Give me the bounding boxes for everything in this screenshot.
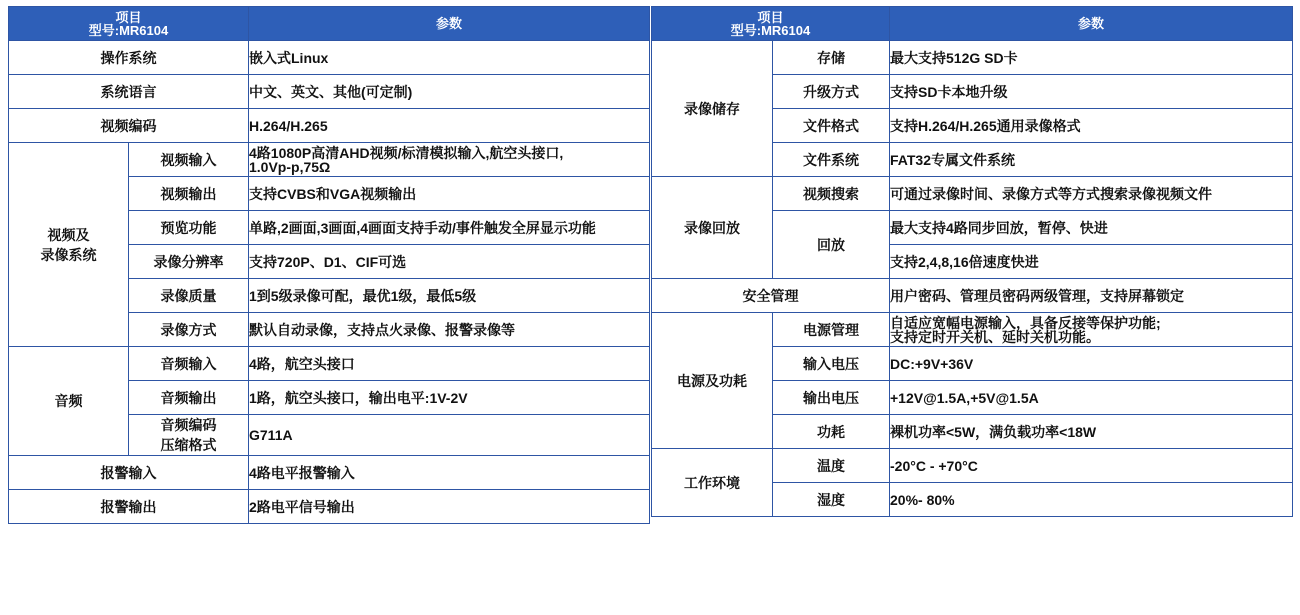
row-value: 嵌入式Linux <box>249 41 650 75</box>
row-value: 默认自动录像，支持点火录像、报警录像等 <box>249 313 650 347</box>
row-label: 系统语言 <box>9 75 249 109</box>
row-label: 安全管理 <box>652 279 890 313</box>
sub-label: 升级方式 <box>773 75 890 109</box>
table-header <box>9 7 650 41</box>
sub-label: 文件格式 <box>773 109 890 143</box>
table-row <box>9 347 650 381</box>
sub-label: 视频输入 <box>129 143 249 177</box>
row-value: 2路电平信号输出 <box>249 490 650 524</box>
row-value: 单路,2画面,3画面,4画面支持手动/事件触发全屏显示功能 <box>249 211 650 245</box>
value-line: 自适应宽幅电源输入，具备反接等保护功能; <box>890 314 1161 331</box>
row-label: 操作系统 <box>9 41 249 75</box>
row-value: G711A <box>249 415 650 456</box>
sub-label: 录像方式 <box>129 313 249 347</box>
header-param-label: 参数 <box>890 7 1293 41</box>
sub-label: 视频输出 <box>129 177 249 211</box>
row-label: 报警输入 <box>9 456 249 490</box>
group-label-storage: 录像储存 <box>652 41 773 177</box>
sub-label-line: 压缩格式 <box>160 437 217 453</box>
row-value: +12V@1.5A,+5V@1.5A <box>890 381 1293 415</box>
table-row <box>9 143 650 177</box>
row-label: 报警输出 <box>9 490 249 524</box>
row-label: 视频编码 <box>9 109 249 143</box>
row-value: 20%- 80% <box>890 483 1293 517</box>
group-label-environment: 工作环境 <box>652 449 773 517</box>
header-param-label: 参数 <box>249 7 650 41</box>
row-value <box>249 143 650 177</box>
row-value: 用户密码、管理员密码两级管理，支持屏幕锁定 <box>890 279 1293 313</box>
sub-label-line: 音频编码 <box>160 417 217 433</box>
row-value: -20°C - +70°C <box>890 449 1293 483</box>
sub-label: 输入电压 <box>773 347 890 381</box>
row-value: 支持2,4,8,16倍速度快进 <box>890 245 1293 279</box>
group-label-line: 录像系统 <box>40 246 97 263</box>
row-value: 最大支持512G SD卡 <box>890 41 1293 75</box>
sub-label: 录像分辨率 <box>129 245 249 279</box>
header-model-label: 型号:MR6104 <box>88 22 169 38</box>
sub-label: 湿度 <box>773 483 890 517</box>
right-spec-table <box>651 6 1293 517</box>
sub-label: 回放 <box>773 211 890 279</box>
table-row <box>9 109 650 143</box>
sub-label: 功耗 <box>773 415 890 449</box>
table-row <box>652 313 1293 347</box>
sub-label: 温度 <box>773 449 890 483</box>
sub-label: 录像质量 <box>129 279 249 313</box>
sub-label: 预览功能 <box>129 211 249 245</box>
row-value: 可通过录像时间、录像方式等方式搜索录像视频文件 <box>890 177 1293 211</box>
header-model-label: 型号:MR6104 <box>730 22 811 38</box>
value-line: 4路1080P高清AHD视频/标清模拟输入,航空头接口, <box>249 144 564 161</box>
table-row <box>9 490 650 524</box>
group-label-audio: 音频 <box>9 347 129 456</box>
value-line: 1.0Vp-p,75Ω <box>249 158 331 175</box>
sub-label: 电源管理 <box>773 313 890 347</box>
row-value: 最大支持4路同步回放，暂停、快进 <box>890 211 1293 245</box>
row-value: 支持H.264/H.265通用录像格式 <box>890 109 1293 143</box>
table-row <box>652 177 1293 211</box>
row-value: 支持SD卡本地升级 <box>890 75 1293 109</box>
table-row <box>652 449 1293 483</box>
header-item-cell <box>9 7 249 41</box>
row-value: 1路，航空头接口，输出电平:1V-2V <box>249 381 650 415</box>
row-value: 4路，航空头接口 <box>249 347 650 381</box>
sub-label <box>129 415 249 456</box>
left-spec-table <box>8 6 650 524</box>
table-row <box>9 41 650 75</box>
value-line: 支持定时开关机、延时关机功能。 <box>890 328 1100 345</box>
table-row <box>9 75 650 109</box>
row-value: 4路电平报警输入 <box>249 456 650 490</box>
row-value: 裸机功率<5W，满负载功率<18W <box>890 415 1293 449</box>
row-value: H.264/H.265 <box>249 109 650 143</box>
table-row <box>652 41 1293 75</box>
row-value: 1到5级录像可配，最优1级，最低5级 <box>249 279 650 313</box>
group-label-line: 视频及 <box>47 226 90 243</box>
group-label-playback: 录像回放 <box>652 177 773 279</box>
table-header <box>652 7 1293 41</box>
sub-label: 存储 <box>773 41 890 75</box>
sub-label: 音频输出 <box>129 381 249 415</box>
group-label-video <box>9 143 129 347</box>
sub-label: 输出电压 <box>773 381 890 415</box>
row-value: 支持CVBS和VGA视频输出 <box>249 177 650 211</box>
row-value: FAT32专属文件系统 <box>890 143 1293 177</box>
group-label-power: 电源及功耗 <box>652 313 773 449</box>
sub-label: 文件系统 <box>773 143 890 177</box>
row-value: DC:+9V+36V <box>890 347 1293 381</box>
row-value: 中文、英文、其他(可定制) <box>249 75 650 109</box>
table-row <box>652 279 1293 313</box>
sub-label: 视频搜索 <box>773 177 890 211</box>
table-row <box>9 456 650 490</box>
header-item-label: 项目 <box>757 9 784 25</box>
row-value <box>890 313 1293 347</box>
row-value: 支持720P、D1、CIF可选 <box>249 245 650 279</box>
header-item-cell <box>652 7 890 41</box>
sub-label: 音频输入 <box>129 347 249 381</box>
header-item-label: 项目 <box>115 9 142 25</box>
